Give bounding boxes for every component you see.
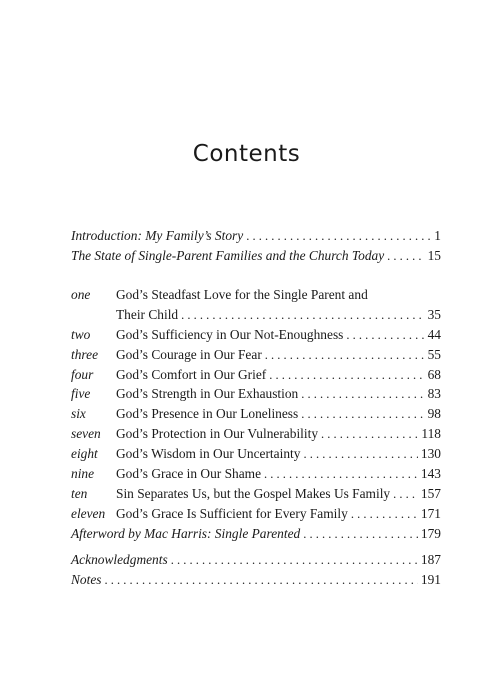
leader-dots [321,425,418,445]
toc-chapter-four[interactable] [71,365,441,385]
toc-chapter-six[interactable] [71,404,441,424]
toc-entry-title: The State of Single-Parent Families and the Church Today [71,247,385,263]
chapter-page: 55 [427,346,441,362]
toc-chapter-one-continued[interactable] [71,305,441,325]
toc-chapters [71,285,441,544]
chapter-title: God’s Grace Is Sufficient for Every Family [116,505,348,521]
toc-front-matter [71,226,441,266]
chapter-title: God’s Strength in Our Exhaustion [116,386,299,402]
chapter-page: 118 [421,426,441,442]
toc-chapter-seven[interactable] [71,424,441,444]
toc-entry-notes[interactable] [71,570,441,590]
leader-dots [303,445,417,465]
chapter-page: 68 [427,366,441,382]
toc-chapter-ten[interactable] [71,484,441,504]
chapter-number: four [71,366,94,382]
page-title: Contents [192,141,301,167]
leader-dots [171,551,418,571]
chapter-page: 157 [420,485,441,501]
chapter-page: 35 [427,306,441,322]
toc-entry-state-of-families[interactable] [71,246,441,266]
toc-chapter-three[interactable] [71,345,441,365]
chapter-title: God’s Grace in Our Shame [116,466,262,482]
chapter-title: God’s Courage in Our Fear [116,346,262,362]
chapter-number: six [71,406,86,422]
chapter-title: God’s Protection in Our Vulnerability [116,426,319,442]
chapter-number: seven [71,426,101,442]
chapter-number: ten [71,485,88,501]
leader-dots [393,485,418,505]
toc-entry-introduction[interactable] [71,226,441,246]
toc-chapter-five[interactable] [71,384,441,404]
chapter-page: 143 [420,466,441,482]
chapter-number: eight [71,446,98,462]
leader-dots [269,366,424,386]
toc-chapter-two[interactable] [71,325,441,345]
toc-entry-title: Introduction: My Family’s Story [71,228,244,243]
leader-dots [301,405,424,425]
chapter-title: Sin Separates Us, but the Gospel Makes Us Family [116,485,391,501]
chapter-title: God’s Steadfast Love for the Single Parent and [116,287,368,302]
leader-dots [264,465,418,485]
toc-chapter-eight[interactable] [71,444,441,464]
chapter-page: 44 [427,326,441,342]
chapter-number: five [71,386,91,402]
leader-dots [387,247,424,267]
chapter-page: 98 [427,406,441,422]
chapter-page: 83 [427,386,441,402]
leader-dots [181,306,425,326]
toc-entry-page: 191 [420,571,441,587]
chapter-number: nine [71,466,95,482]
leader-dots [346,326,424,346]
leader-dots [105,571,418,591]
leader-dots [301,385,424,405]
toc-entry-page: 187 [420,552,441,567]
leader-dots [246,227,431,247]
toc-entry-page: 1 [434,228,441,243]
toc-entry-title: Notes [71,571,102,587]
chapter-number: eleven [71,505,106,521]
toc-entry-afterword[interactable] [71,524,441,544]
chapter-title: Their Child [116,306,179,322]
toc-chapter-nine[interactable] [71,464,441,484]
leader-dots [265,346,425,366]
toc-entry-title: Afterword by Mac Harris: Single Parented [71,525,301,541]
chapter-page: 130 [420,446,441,462]
toc-entry-title: Acknowledgments [71,552,168,567]
toc-back-matter [71,550,441,590]
toc-entry-page: 15 [427,247,441,263]
chapter-number: one [71,287,91,302]
toc-chapter-eleven[interactable] [71,504,441,524]
chapter-title: God’s Comfort in Our Grief [116,366,267,382]
chapter-title: God’s Sufficiency in Our Not-Enoughness [116,326,344,342]
leader-dots [303,525,418,545]
toc-chapter-one[interactable] [71,285,441,305]
chapter-title: God’s Wisdom in Our Uncertainty [116,446,301,462]
leader-dots [351,505,418,525]
chapter-title: God’s Presence in Our Loneliness [116,406,299,422]
toc-entry-acknowledgments[interactable] [71,550,441,570]
chapter-page: 171 [420,505,441,521]
toc-entry-page: 179 [420,525,441,541]
chapter-number: two [71,326,91,342]
chapter-number: three [71,346,99,362]
